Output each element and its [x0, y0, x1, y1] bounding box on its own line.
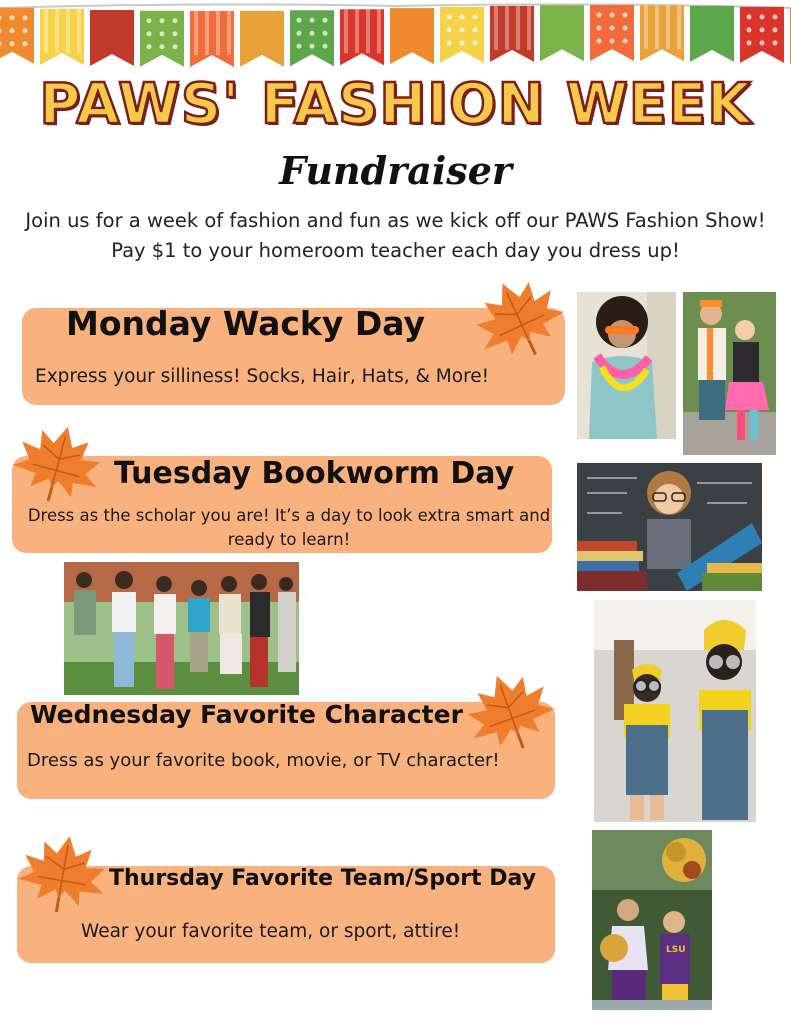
bunting-flag: [240, 11, 284, 67]
bunting-dot: [597, 39, 602, 44]
thursday-title: Thursday Favorite Team/Sport Day: [109, 866, 537, 891]
bunting-dot: [147, 44, 152, 49]
bunting-flag: [0, 8, 34, 64]
bunting-dot: [310, 31, 315, 36]
page-title: PAWS' FASHION WEEK: [39, 72, 752, 137]
bunting-dot: [160, 31, 165, 36]
bunting-dot: [310, 44, 315, 49]
intro-text: Join us for a week of fashion and fun as we kick off our PAWS Fashion Show! Pay $1 to your homeroom teacher each day you dress up!: [25, 209, 766, 262]
bunting-dot: [747, 14, 752, 19]
bunting-dot: [297, 44, 302, 49]
bunting-stripe: [644, 5, 648, 49]
bunting-stripe: [216, 11, 220, 55]
bunting-dot: [473, 14, 478, 19]
bunting-dot: [473, 40, 478, 45]
bunting-dot: [147, 18, 152, 23]
bunting-stripe: [66, 9, 70, 53]
bunting-dot: [597, 13, 602, 18]
bunting-dot: [460, 27, 465, 32]
bunting-dot: [23, 28, 28, 33]
bunting-dot: [597, 26, 602, 31]
bunting-dot: [747, 27, 752, 32]
bunting-dot: [10, 41, 15, 46]
bunting-stripe: [77, 9, 81, 53]
bunting-stripe: [505, 6, 509, 50]
bunting-stripe: [227, 11, 231, 55]
tuesday-description: Dress as the scholar you are! It’s a day to look extra smart and ready to learn!: [27, 506, 551, 549]
bunting-dot: [623, 13, 628, 18]
bunting-stripe: [655, 5, 659, 49]
wednesday-description: Dress as your favorite book, movie, or TV character!: [27, 750, 500, 771]
bunting-dot: [747, 40, 752, 45]
bunting-dot: [160, 44, 165, 49]
bunting-stripe: [677, 5, 681, 49]
bunting-stripe: [205, 11, 209, 55]
wacky-day-photo-1: [577, 292, 676, 439]
bunting-dot: [23, 41, 28, 46]
bunting-dot: [447, 27, 452, 32]
bunting-flag: [90, 10, 134, 66]
bunting-dot: [173, 31, 178, 36]
bunting-dot: [160, 18, 165, 23]
bunting-dot: [447, 40, 452, 45]
bunting-stripe: [55, 9, 59, 53]
bunting-dot: [460, 14, 465, 19]
bunting-dot: [773, 40, 778, 45]
bunting-dot: [297, 31, 302, 36]
bunting-dot: [460, 40, 465, 45]
bunting-dot: [773, 14, 778, 19]
bunting-dot: [623, 39, 628, 44]
bunting-stripe: [366, 9, 370, 53]
monday-title: Monday Wacky Day: [66, 304, 426, 343]
bunting-stripe: [494, 6, 498, 50]
bunting-stripe: [666, 5, 670, 49]
bunting-dot: [760, 40, 765, 45]
wacky-day-photo-2: [683, 292, 776, 455]
autumn-leaf-icon: [462, 668, 558, 756]
wednesday-title: Wednesday Favorite Character: [30, 700, 463, 729]
bunting-stripe: [44, 9, 48, 53]
page-subtitle: Fundraiser: [279, 148, 512, 193]
bunting-stripe: [377, 9, 381, 53]
bunting-dot: [323, 18, 328, 23]
bunting-dot: [173, 44, 178, 49]
bunting-dot: [10, 28, 15, 33]
bunting-dot: [147, 31, 152, 36]
thursday-description: Wear your favorite team, or sport, attire!: [81, 921, 461, 942]
bunting-dot: [610, 39, 615, 44]
svg-text:LSU: LSU: [666, 945, 686, 955]
bunting-dot: [773, 27, 778, 32]
bunting-stripe: [355, 9, 359, 53]
bunting-dot: [323, 31, 328, 36]
bunting-dot: [610, 13, 615, 18]
team-sport-day-photo: [592, 830, 712, 1010]
bunting-stripe: [194, 11, 198, 55]
bunting-dot: [297, 18, 302, 23]
autumn-leaf-icon: [15, 830, 111, 918]
bookworm-day-photo: [577, 463, 762, 591]
bunting-dot: [623, 26, 628, 31]
group-costume-photo: [64, 562, 299, 695]
monday-description: Express your silliness! Socks, Hair, Hats, & More!: [35, 366, 490, 387]
bunting-dot: [760, 27, 765, 32]
bunting-dot: [473, 27, 478, 32]
bunting-dot: [10, 15, 15, 20]
bunting-dot: [323, 44, 328, 49]
bunting-stripe: [344, 9, 348, 53]
bunting-stripe: [516, 6, 520, 50]
bunting-dot: [23, 15, 28, 20]
bunting-stripe: [527, 6, 531, 50]
autumn-leaf-icon: [470, 275, 568, 363]
character-day-photo: [594, 600, 756, 822]
bunting-dot: [447, 14, 452, 19]
bunting-flag: [690, 6, 734, 62]
bunting-dot: [310, 18, 315, 23]
bunting-flag: [390, 8, 434, 64]
bunting-dot: [173, 18, 178, 23]
bunting-dot: [610, 26, 615, 31]
bunting-flag: [540, 5, 584, 61]
tuesday-title: Tuesday Bookworm Day: [114, 456, 515, 491]
bunting-dot: [760, 14, 765, 19]
autumn-leaf-icon: [10, 420, 106, 508]
